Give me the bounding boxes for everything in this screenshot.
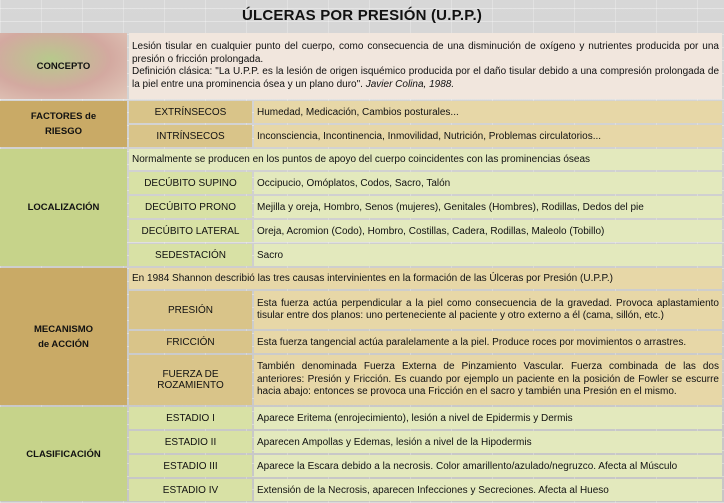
- row-factores-1: [0, 101, 722, 123]
- mechanism-fuerza-rozamiento-text: También denominada Fuerza Externa de Pinzamiento Vascular. Fuerza combinada de las dos anteriores: Presión y Fricción. Es cuando por ejemplo un paciente en la posición de Fowler se escurre hacia abajo: entonces se provoca una Fricción en el sacro y también una Presión en el mismo.: [254, 355, 722, 405]
- position-decubito-prono-text: Mejilla y oreja, Hombro, Senos (mujeres), Genitales (Hombres), Rodillas, Dedos del pie: [254, 196, 722, 218]
- category-label-line1: MECANISMO: [33, 323, 94, 335]
- page-title: ÚLCERAS POR PRESIÓN (U.P.P.): [241, 7, 483, 24]
- mechanism-fuerza-rozamiento: [129, 355, 252, 405]
- factor-extrinsecos-text: Humedad, Medicación, Cambios posturales...: [254, 101, 722, 123]
- localizacion-intro: Normalmente se producen en los puntos de apoyo del cuerpo coincidentes con las prominencias óseas: [129, 149, 722, 170]
- factor-intrinsecos-text: Inconsciencia, Incontinencia, Inmovilidad, Nutrición, Problemas circulatorios...: [254, 125, 722, 147]
- position-decubito-lateral-text: Oreja, Acromion (Codo), Hombro, Costillas, Cadera, Rodillas, Maleolo (Tobillo): [254, 220, 722, 242]
- category-concepto: [0, 33, 127, 99]
- row-clasificacion-1: [0, 407, 722, 429]
- upp-table: [0, 31, 724, 503]
- stage-2-text: Aparecen Ampollas y Edemas, lesión a nivel de la Hipodermis: [254, 431, 722, 453]
- stage-3: ESTADIO III: [129, 455, 252, 477]
- stage-1-text: Aparece Eritema (enrojecimiento), lesión a nivel de Epidermis y Dermis: [254, 407, 722, 429]
- position-decubito-prono: DECÚBITO PRONO: [129, 196, 252, 218]
- stage-3-text: Aparece la Escara debido a la necrosis. Color amarillento/azulado/negruzco. Afecta al Músculo: [254, 455, 722, 477]
- stage-1: ESTADIO I: [129, 407, 252, 429]
- mechanism-label-line2: ROZAMIENTO: [157, 380, 224, 391]
- category-label: CLASIFICACIÓN: [26, 448, 101, 460]
- mechanism-presion-text: Esta fuerza actúa perpendicular a la piel como consecuencia de la gravedad. Provoca aplastamiento tisular entre dos planos: uno perteneciente al paciente y otro externo a él (cama, sillón, etc.): [254, 291, 722, 329]
- position-sedestacion-text: Sacro: [254, 244, 722, 266]
- stage-2: ESTADIO II: [129, 431, 252, 453]
- concepto-text-cell: [129, 33, 722, 99]
- category-localizacion: [0, 149, 127, 266]
- category-label-line2: RIESGO: [45, 126, 82, 137]
- stage-4: ESTADIO IV: [129, 479, 252, 501]
- concepto-definition: Lesión tisular en cualquier punto del cuerpo, como consecuencia de una disminución de oxígeno y nutrientes producida por una presión o fricción prolongada.: [132, 41, 719, 65]
- mechanism-presion: PRESIÓN: [129, 291, 252, 329]
- category-label-line1: FACTORES de: [30, 111, 97, 122]
- stage-4-text: Extensión de la Necrosis, aparecen Infecciones y Secreciones. Afecta al Hueso: [254, 479, 722, 501]
- position-decubito-supino: DECÚBITO SUPINO: [129, 172, 252, 194]
- concepto-classic-text: Definición clásica: "La U.P.P. es la lesión de origen isquémico producida por el daño tisular debido a una compresión prolongada de la piel entre una prominencia ósea y un plano duro".: [132, 66, 719, 90]
- mechanism-label-line1: FUERZA DE: [162, 369, 219, 380]
- category-label: LOCALIZACIÓN: [27, 202, 100, 213]
- row-concepto: [0, 33, 722, 99]
- category-label: CONCEPTO: [36, 60, 91, 72]
- row-localizacion-intro: [0, 149, 722, 170]
- category-label-line2: de ACCIÓN: [38, 338, 89, 350]
- category-factores: [0, 101, 127, 147]
- concepto-source: Javier Colina, 1988.: [365, 78, 455, 90]
- category-clasificacion: [0, 407, 127, 501]
- mechanism-friccion-text: Esta fuerza tangencial actúa paralelamente a la piel. Produce roces por movimientos o arrastres.: [254, 331, 722, 353]
- position-sedestacion: SEDESTACIÓN: [129, 244, 252, 266]
- position-decubito-supino-text: Occipucio, Omóplatos, Codos, Sacro, Talón: [254, 172, 722, 194]
- row-mecanismo-intro: [0, 268, 722, 289]
- category-mecanismo: [0, 268, 127, 405]
- position-decubito-lateral: DECÚBITO LATERAL: [129, 220, 252, 242]
- concepto-classic-definition: [132, 66, 719, 91]
- factor-intrinsecos: INTRÍNSECOS: [129, 125, 252, 147]
- mecanismo-intro: En 1984 Shannon describió las tres causas intervinientes en la formación de las Úlceras por Presión (U.P.P.): [129, 268, 722, 289]
- factor-extrinsecos: EXTRÍNSECOS: [129, 101, 252, 123]
- mechanism-friccion: FRICCIÓN: [129, 331, 252, 353]
